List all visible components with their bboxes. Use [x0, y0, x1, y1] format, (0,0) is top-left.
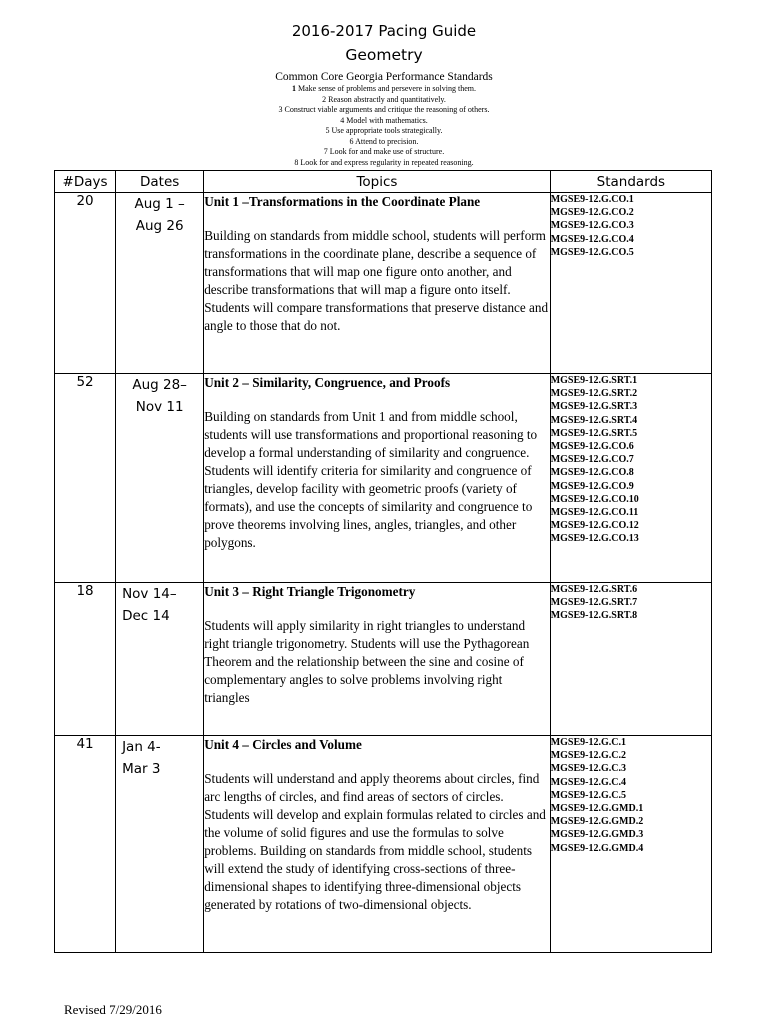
- date-end: Dec 14: [122, 608, 170, 624]
- page-title: 2016-2017 Pacing Guide: [291, 22, 477, 40]
- standards-heading: Common Core Georgia Performance Standards: [275, 71, 493, 83]
- standard-code: MGSE9-12.G.CO.8: [550, 467, 634, 479]
- standard-code: MGSE9-12.G.SRT.8: [550, 610, 638, 622]
- days-cell: 18: [55, 583, 116, 736]
- practice-3: 3 Construct viable arguments and critique the reasoning of others.: [278, 105, 490, 114]
- standards-cell: [550, 374, 711, 583]
- standard-code: MGSE9-12.G.SRT.5: [550, 427, 638, 439]
- date-end: Nov 11: [135, 399, 184, 415]
- standard-code: MGSE9-12.G.C.3: [550, 763, 626, 775]
- date-end: Mar 3: [122, 761, 161, 777]
- table-row: [55, 193, 712, 374]
- standards-cell: [550, 736, 711, 953]
- unit-title: Unit 2 – Similarity, Congruence, and Proofs: [204, 375, 451, 390]
- standards-cell: [550, 193, 711, 374]
- standard-code: MGSE9-12.G.SRT.7: [550, 597, 638, 609]
- standard-code: MGSE9-12.G.CO.4: [550, 233, 634, 245]
- standard-code: MGSE9-12.G.CO.11: [550, 507, 639, 519]
- date-end: Aug 26: [135, 218, 184, 234]
- standard-code: MGSE9-12.G.C.1: [550, 737, 626, 748]
- standard-code: MGSE9-12.G.GMD.2: [550, 816, 644, 828]
- standards-cell: [550, 583, 711, 736]
- topics-cell: [204, 583, 551, 736]
- standard-code: MGSE9-12.G.CO.3: [550, 220, 634, 232]
- date-start: Jan 4-: [122, 739, 161, 755]
- subject-title: Geometry: [345, 46, 423, 64]
- dates-cell: [116, 583, 204, 736]
- unit-description: Building on standards from middle school, students will perform transformations in the coordinate plane, describe a sequence of transformations that will map one figure onto another, and describe transformations that will map a figure onto itself. Students will compare transformations that preserve distance and angle to those that do not.: [204, 228, 549, 333]
- unit-description: Building on standards from Unit 1 and from middle school, students will use transformations and proportional reasoning to develop a formal understanding of similarity and congruence. Students will identify criteria for similarity and congruence of triangles, develop facility with geometric proofs (variety of formats), and use the concepts of similarity and congruence to prove theorems involving lines, angles, triangles, and other polygons.: [204, 409, 538, 550]
- standard-code: MGSE9-12.G.C.5: [550, 789, 626, 801]
- header-days: #Days: [55, 171, 116, 193]
- date-start: Aug 28–: [132, 377, 187, 393]
- standard-code: MGSE9-12.G.CO.2: [550, 207, 634, 219]
- table-row: [55, 736, 712, 953]
- standard-code: MGSE9-12.G.C.2: [550, 750, 626, 762]
- standard-code: MGSE9-12.G.CO.7: [550, 454, 634, 466]
- standard-code: MGSE9-12.G.CO.12: [550, 520, 639, 532]
- practice-4: 4 Model with mathematics.: [340, 115, 428, 125]
- practice-5: 5 Use appropriate tools strategically.: [325, 126, 443, 135]
- header-topics: Topics: [204, 171, 551, 193]
- standard-code: MGSE9-12.G.SRT.6: [550, 584, 638, 595]
- topics-cell: [204, 374, 551, 583]
- standard-code: MGSE9-12.G.SRT.2: [550, 388, 638, 400]
- revised-date: Revised 7/29/2016: [64, 1002, 162, 1017]
- table-row: [55, 583, 712, 736]
- table-row: [55, 374, 712, 583]
- practice-7: 7 Look for and make use of structure.: [323, 147, 445, 156]
- topics-cell: [204, 736, 551, 953]
- table-header-row: [55, 171, 712, 193]
- unit-description: Students will apply similarity in right triangles to understand right triangle trigonometry. Students will use the Pythagorean Theorem and the relationship between the sine and cosine of complementary angles to solve problems involving right triangles: [204, 618, 530, 705]
- unit-title: Unit 3 – Right Triangle Trigonometry: [204, 584, 416, 599]
- dates-cell: [116, 193, 204, 374]
- standard-code: MGSE9-12.G.SRT.1: [550, 375, 638, 386]
- practice-6: 6 Attend to precision.: [349, 136, 419, 146]
- header-dates: Dates: [116, 171, 204, 193]
- topics-cell: [204, 193, 551, 374]
- standard-code: MGSE9-12.G.GMD.3: [550, 829, 644, 841]
- days-cell: 20: [55, 193, 116, 374]
- standard-code: MGSE9-12.G.C.4: [550, 776, 626, 788]
- standard-code: MGSE9-12.G.CO.10: [550, 493, 639, 505]
- standards-intro: [0, 71, 768, 168]
- standard-code: MGSE9-12.G.CO.6: [550, 441, 634, 453]
- dates-cell: [116, 374, 204, 583]
- header-standards: Standards: [550, 171, 711, 193]
- standard-code: MGSE9-12.G.CO.13: [550, 533, 639, 545]
- practice-8: 8 Look for and express regularity in repeated reasoning.: [294, 157, 474, 167]
- dates-cell: [116, 736, 204, 953]
- standard-code: MGSE9-12.G.CO.5: [550, 246, 634, 258]
- days-cell: 52: [55, 374, 116, 583]
- date-start: Aug 1 –: [134, 196, 185, 212]
- unit-description: Students will understand and apply theorems about circles, find arc lengths of circles, and find areas of sectors of circles. Students will develop and explain formulas related to circles and the volume of solid figures and use the formulas to solve problems. Building on standards from middle school, students will extend the study of identifying cross-sections of three-dimensional shapes to identifying three-dimensional objects generated by rotations of two-dimensional objects.: [204, 771, 546, 912]
- standard-code: MGSE9-12.G.CO.1: [550, 194, 634, 205]
- unit-title: Unit 1 –Transformations in the Coordinate Plane: [204, 194, 481, 209]
- standard-code: MGSE9-12.G.GMD.4: [550, 842, 644, 854]
- standard-code: MGSE9-12.G.SRT.4: [550, 414, 638, 426]
- standard-code: MGSE9-12.G.CO.9: [550, 480, 634, 492]
- practice-2: 2 Reason abstractly and quantitatively.: [322, 94, 446, 104]
- days-cell: 41: [55, 736, 116, 953]
- standard-code: MGSE9-12.G.SRT.3: [550, 401, 638, 413]
- unit-title: Unit 4 – Circles and Volume: [204, 737, 362, 752]
- pacing-table: [54, 170, 712, 953]
- practice-1: 1 Make sense of problems and persevere in solving them.: [292, 84, 476, 93]
- standard-code: MGSE9-12.G.GMD.1: [550, 803, 644, 815]
- date-start: Nov 14–: [122, 586, 177, 602]
